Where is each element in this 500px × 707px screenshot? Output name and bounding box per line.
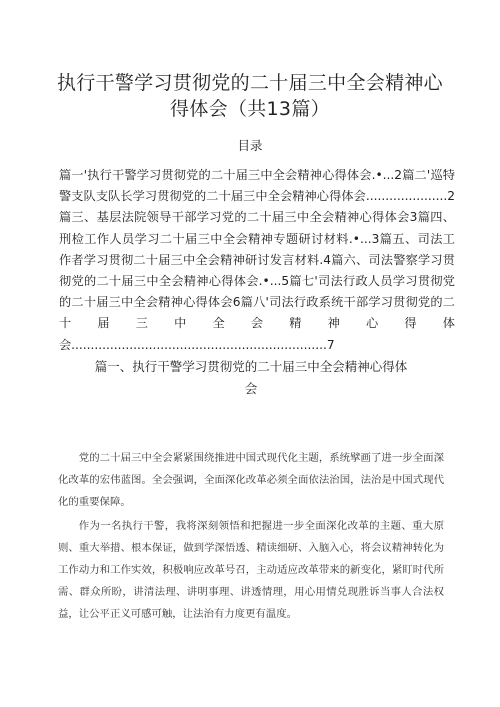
document-title-line-2: 得体会（共13篇） — [170, 98, 330, 120]
document-title-line-1: 执行干警学习贯彻党的二十届三中全会精神心 — [56, 72, 443, 94]
section-title — [58, 356, 444, 400]
body-paragraph-2: 作为一名执行干警，我将深刻领悟和把握进一步全面深化改革的主题、重大原则、重大举措、根本保证，做到学深悟透、精读细研、入脑入心，将会议精神转化为工作动力和工作实效，积极响应改革号召，主动适应改革带来的新变化，紧盯时代所需、群众所盼，讲清法理、讲明事理、讲透情理，用心用情兑现胜诉当事人合法权益，让公平正义可感可触，让法治有力度更有温度。 — [58, 520, 444, 620]
toc-heading: 目录 — [237, 138, 263, 153]
section-title-line-1: 篇一、执行干警学习贯彻党的二十届三中全会精神心得体 — [94, 359, 408, 374]
table-of-contents: 篇一'执行干警学习贯彻党的二十届三中全会精神心得体会.•...2篇二'巡特警支队支队长学习贯彻党的二十届三中全会精神心得体会.....................2篇三、基层法院领导干部学习党的二十届三中全会精神心得体会3篇四、刑检工作人员学习二十届三中全会精神专题研讨材料.•...3篇五、司法工作者学习贯彻二十届三中全会精神研讨发言材料.4篇六、司法警察学习贯彻党的二十届三中全会精神心得体会.•...5篇七'司法行政人员学习贯彻党的二十届三中全会精神心得体会6篇八'司法行政系统干部学习贯彻党的二十届三中全会精神心得体会..................................................................7 — [59, 168, 455, 352]
document-title — [40, 70, 460, 122]
section-title-line-2: 会 — [244, 381, 258, 396]
body-paragraph-1: 党的二十届三中全会紧紧围绕推进中国式现代化主题，系统擘画了进一步全面深化改革的宏伟蓝图。全会强调，全面深化改革必须全面依法治国，法治是中国式现代化的重要保障。 — [58, 452, 444, 508]
